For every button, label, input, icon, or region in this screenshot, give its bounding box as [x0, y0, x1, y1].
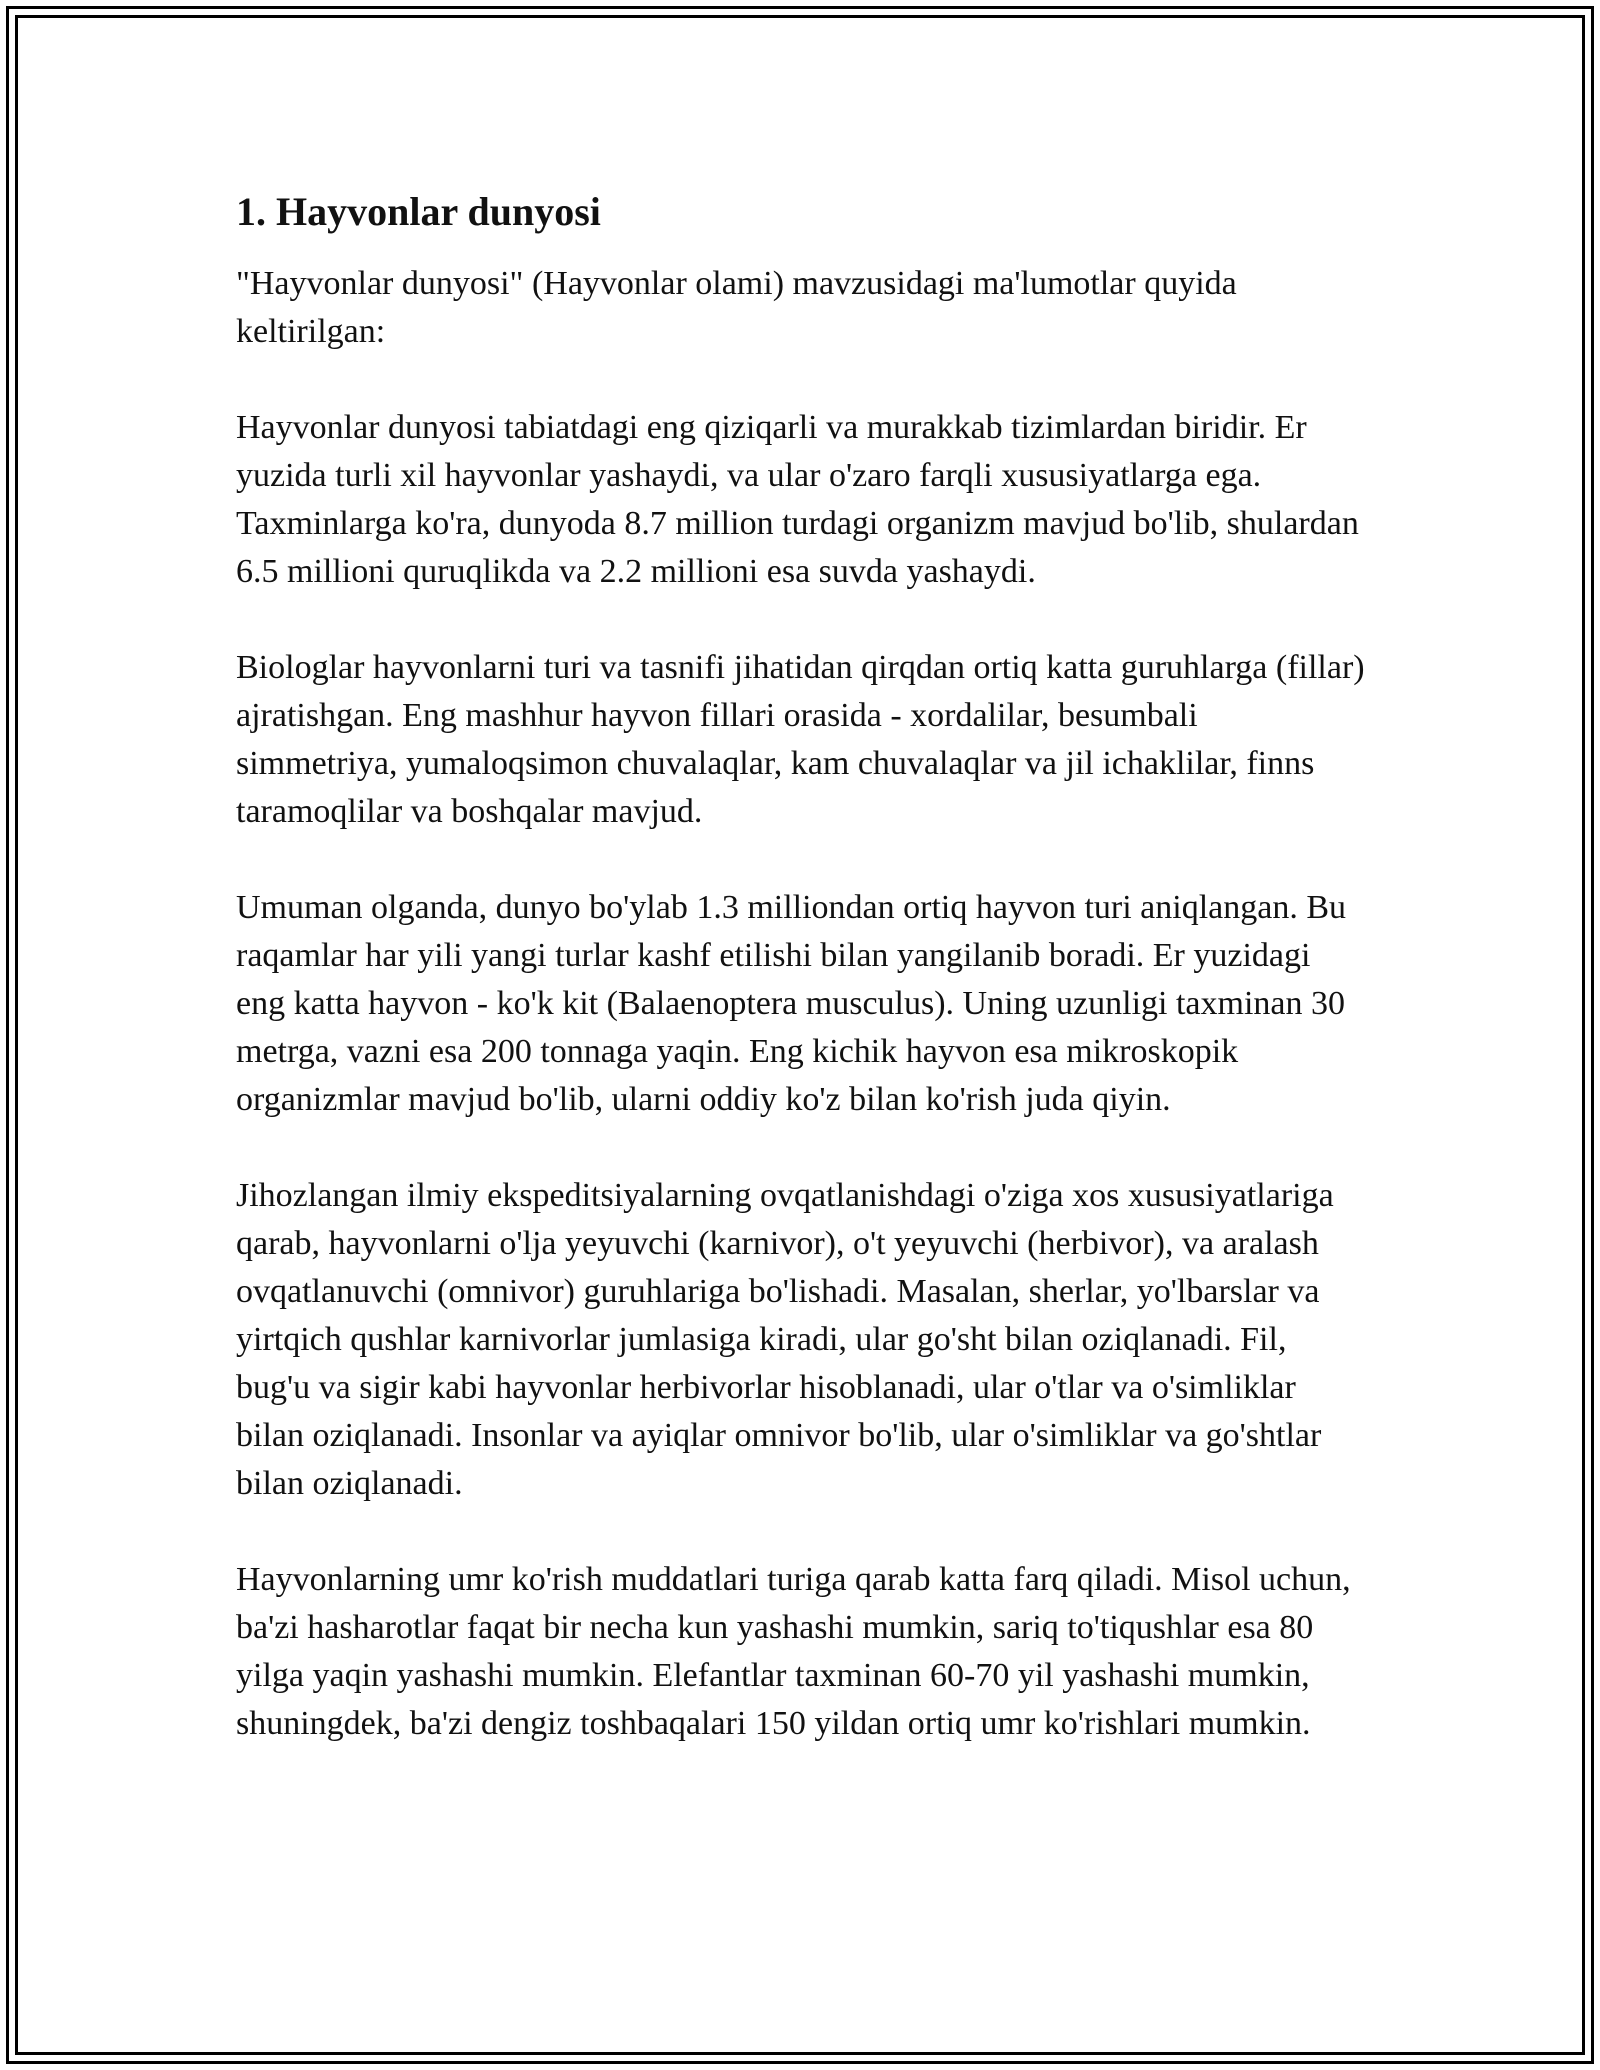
paragraph-lifespan: Hayvonlarning umr ko'rish muddatlari turiga qarab katta farq qiladi. Misol uchun, ba'zi hasharotlar faqat bir necha kun yashashi mumkin, sariq to'tiqushlar esa 80 yilga yaqin yashashi mumkin. Elefantlar taxminan 60-70 yil yashashi mumkin, shuningdek, ba'zi dengiz toshbaqalari 150 yildan ortiq umr ko'rishlari mumkin.: [236, 1561, 1351, 1742]
paragraph-classification: Biologlar hayvonlarni turi va tasnifi jihatidan qirqdan ortiq katta guruhlarga (fillar) ajratishgan. Eng mashhur hayvon fillari orasida - xordalilar, besumbali simmetriya, yumaloqsimon chuvalaqlar, kam chuvalaqlar va jil ichaklilar, finns taramoqlilar va boshqalar mavjud.: [236, 649, 1365, 830]
paragraph-diet: Jihozlangan ilmiy ekspeditsiyalarning ovqatlanishdagi o'ziga xos xususiyatlariga qarab, hayvonlarni o'lja yeyuvchi (karnivor), o't yeyuvchi (herbivor), va aralash ovqatlanuvchi (omnivor) guruhlariga bo'lishadi. Masalan, sherlar, yo'lbarslar va yirtqich qushlar karnivorlar jumlasiga kiradi, ular go'sht bilan oziqlanadi. Fil, bug'u va sigir kabi hayvonlar herbivorlar hisoblanadi, ular o'tlar va o'simliklar bilan oziqlanadi. Insonlar va ayiqlar omnivor bo'lib, ular o'simliklar va go'shtlar bilan oziqlanadi.: [236, 1177, 1334, 1502]
document-title: 1. Hayvonlar dunyosi: [236, 189, 601, 234]
paragraph-species-count: Umuman olganda, dunyo bo'ylab 1.3 milliondan ortiq hayvon turi aniqlangan. Bu raqamlar har yili yangi turlar kashf etilishi bilan yangilanib boradi. Er yuzidagi eng katta hayvon - ko'k kit (Balaenoptera musculus). Uning uzunligi taxminan 30 metrga, vazni esa 200 tonnaga yaqin. Eng kichik hayvon esa mikroskopik organizmlar mavjud bo'lib, ularni oddiy ko'z bilan ko'rish juda qiyin.: [236, 889, 1347, 1118]
intro-paragraph: "Hayvonlar dunyosi" (Hayvonlar olami) mavzusidagi ma'lumotlar quyida keltirilgan:: [236, 265, 1237, 350]
document-body: [236, 184, 1366, 1748]
paragraph-overview: Hayvonlar dunyosi tabiatdagi eng qiziqarli va murakkab tizimlardan biridir. Er yuzida turli xil hayvonlar yashaydi, va ular o'zaro farqli xususiyatlarga ega. Taxminlarga ko'ra, dunyoda 8.7 million turdagi organizm mavjud bo'lib, shulardan 6.5 millioni quruqlikda va 2.2 millioni esa suvda yashaydi.: [236, 409, 1359, 590]
